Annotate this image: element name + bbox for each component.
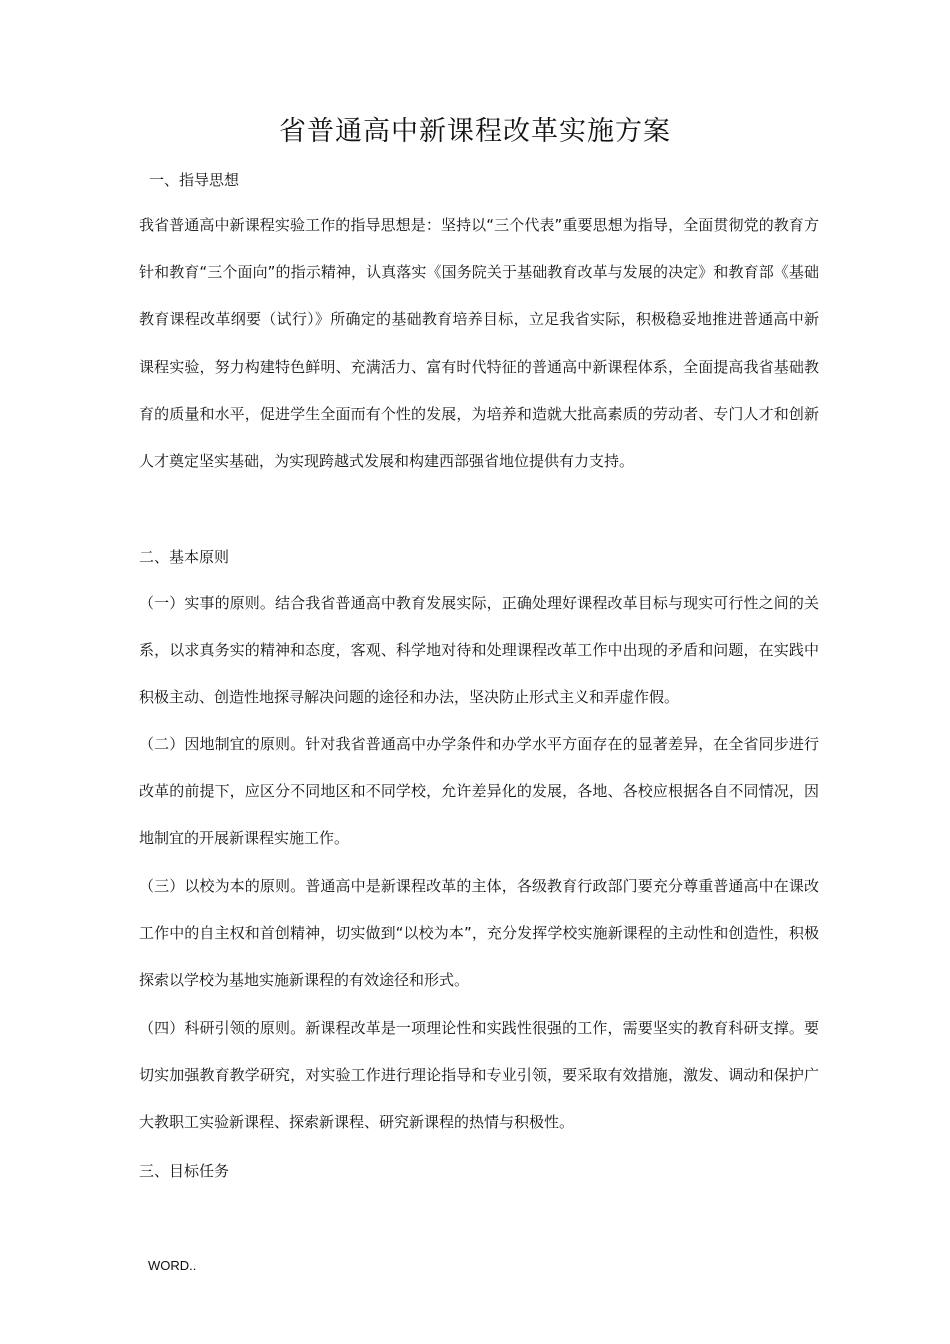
page-footer: WORD.. (148, 1258, 197, 1273)
paragraph-guiding-ideology: 我省普通高中新课程实验工作的指导思想是：坚持以“三个代表”重要思想为指导，全面贯彻党的教育方针和教育“三个面向”的指示精神，认真落实《国务院关于基础教育改革与发展的决定》和教育部《基础教育课程改革纲要（试行）》所确定的基础教育培养目标，立足我省实际，积极稳妥地推进普通高中新课程实验，努力构建特色鲜明、充满活力、富有时代特征的普通高中新课程体系，全面提高我省基础教育的质量和水平，促进学生全面而有个性的发展，为培养和造就大批高素质的劳动者、专门人才和创新人才奠定坚实基础，为实现跨越式发展和构建西部强省地位提供有力支持。 (139, 216, 819, 471)
paragraph-principle-1: （一）实事的原则。结合我省普通高中教育发展实际，正确处理好课程改革目标与现实可行性之间的关系，以求真务实的精神和态度，客观、科学地对待和处理课程改革工作中出现的矛盾和问题，在实践中积极主动、创造性地探寻解决问题的途径和办法，坚决防止形式主义和弄虚作假。 (139, 594, 819, 707)
paragraph-principle-3: （三）以校为本的原则。普通高中是新课程改革的主体，各级教育行政部门要充分尊重普通高中在课改工作中的自主权和首创精神，切实做到“以校为本”，充分发挥学校实施新课程的主动性和创造性，积极探索以学校为基地实施新课程的有效途径和形式。 (139, 877, 819, 990)
document-title: 省普通高中新课程改革实施方案 (279, 116, 671, 147)
section-heading-guiding-ideology: 一、指导思想 (149, 171, 240, 189)
section-heading-basic-principles: 二、基本原则 (139, 548, 230, 566)
paragraph-principle-4: （四）科研引领的原则。新课程改革是一项理论性和实践性很强的工作，需要坚实的教育科研支撑。要切实加强教育教学研究，对实验工作进行理论指导和专业引领，要采取有效措施，激发、调动和保护广大教职工实验新课程、探索新课程、研究新课程的热情与积极性。 (139, 1019, 819, 1132)
section-heading-objectives: 三、目标任务 (139, 1162, 230, 1180)
paragraph-principle-2: （二）因地制宜的原则。针对我省普通高中办学条件和办学水平方面存在的显著差异，在全省同步进行改革的前提下，应区分不同地区和不同学校，允许差异化的发展，各地、各校应根据各自不同情况，因地制宜的开展新课程实施工作。 (139, 735, 819, 848)
